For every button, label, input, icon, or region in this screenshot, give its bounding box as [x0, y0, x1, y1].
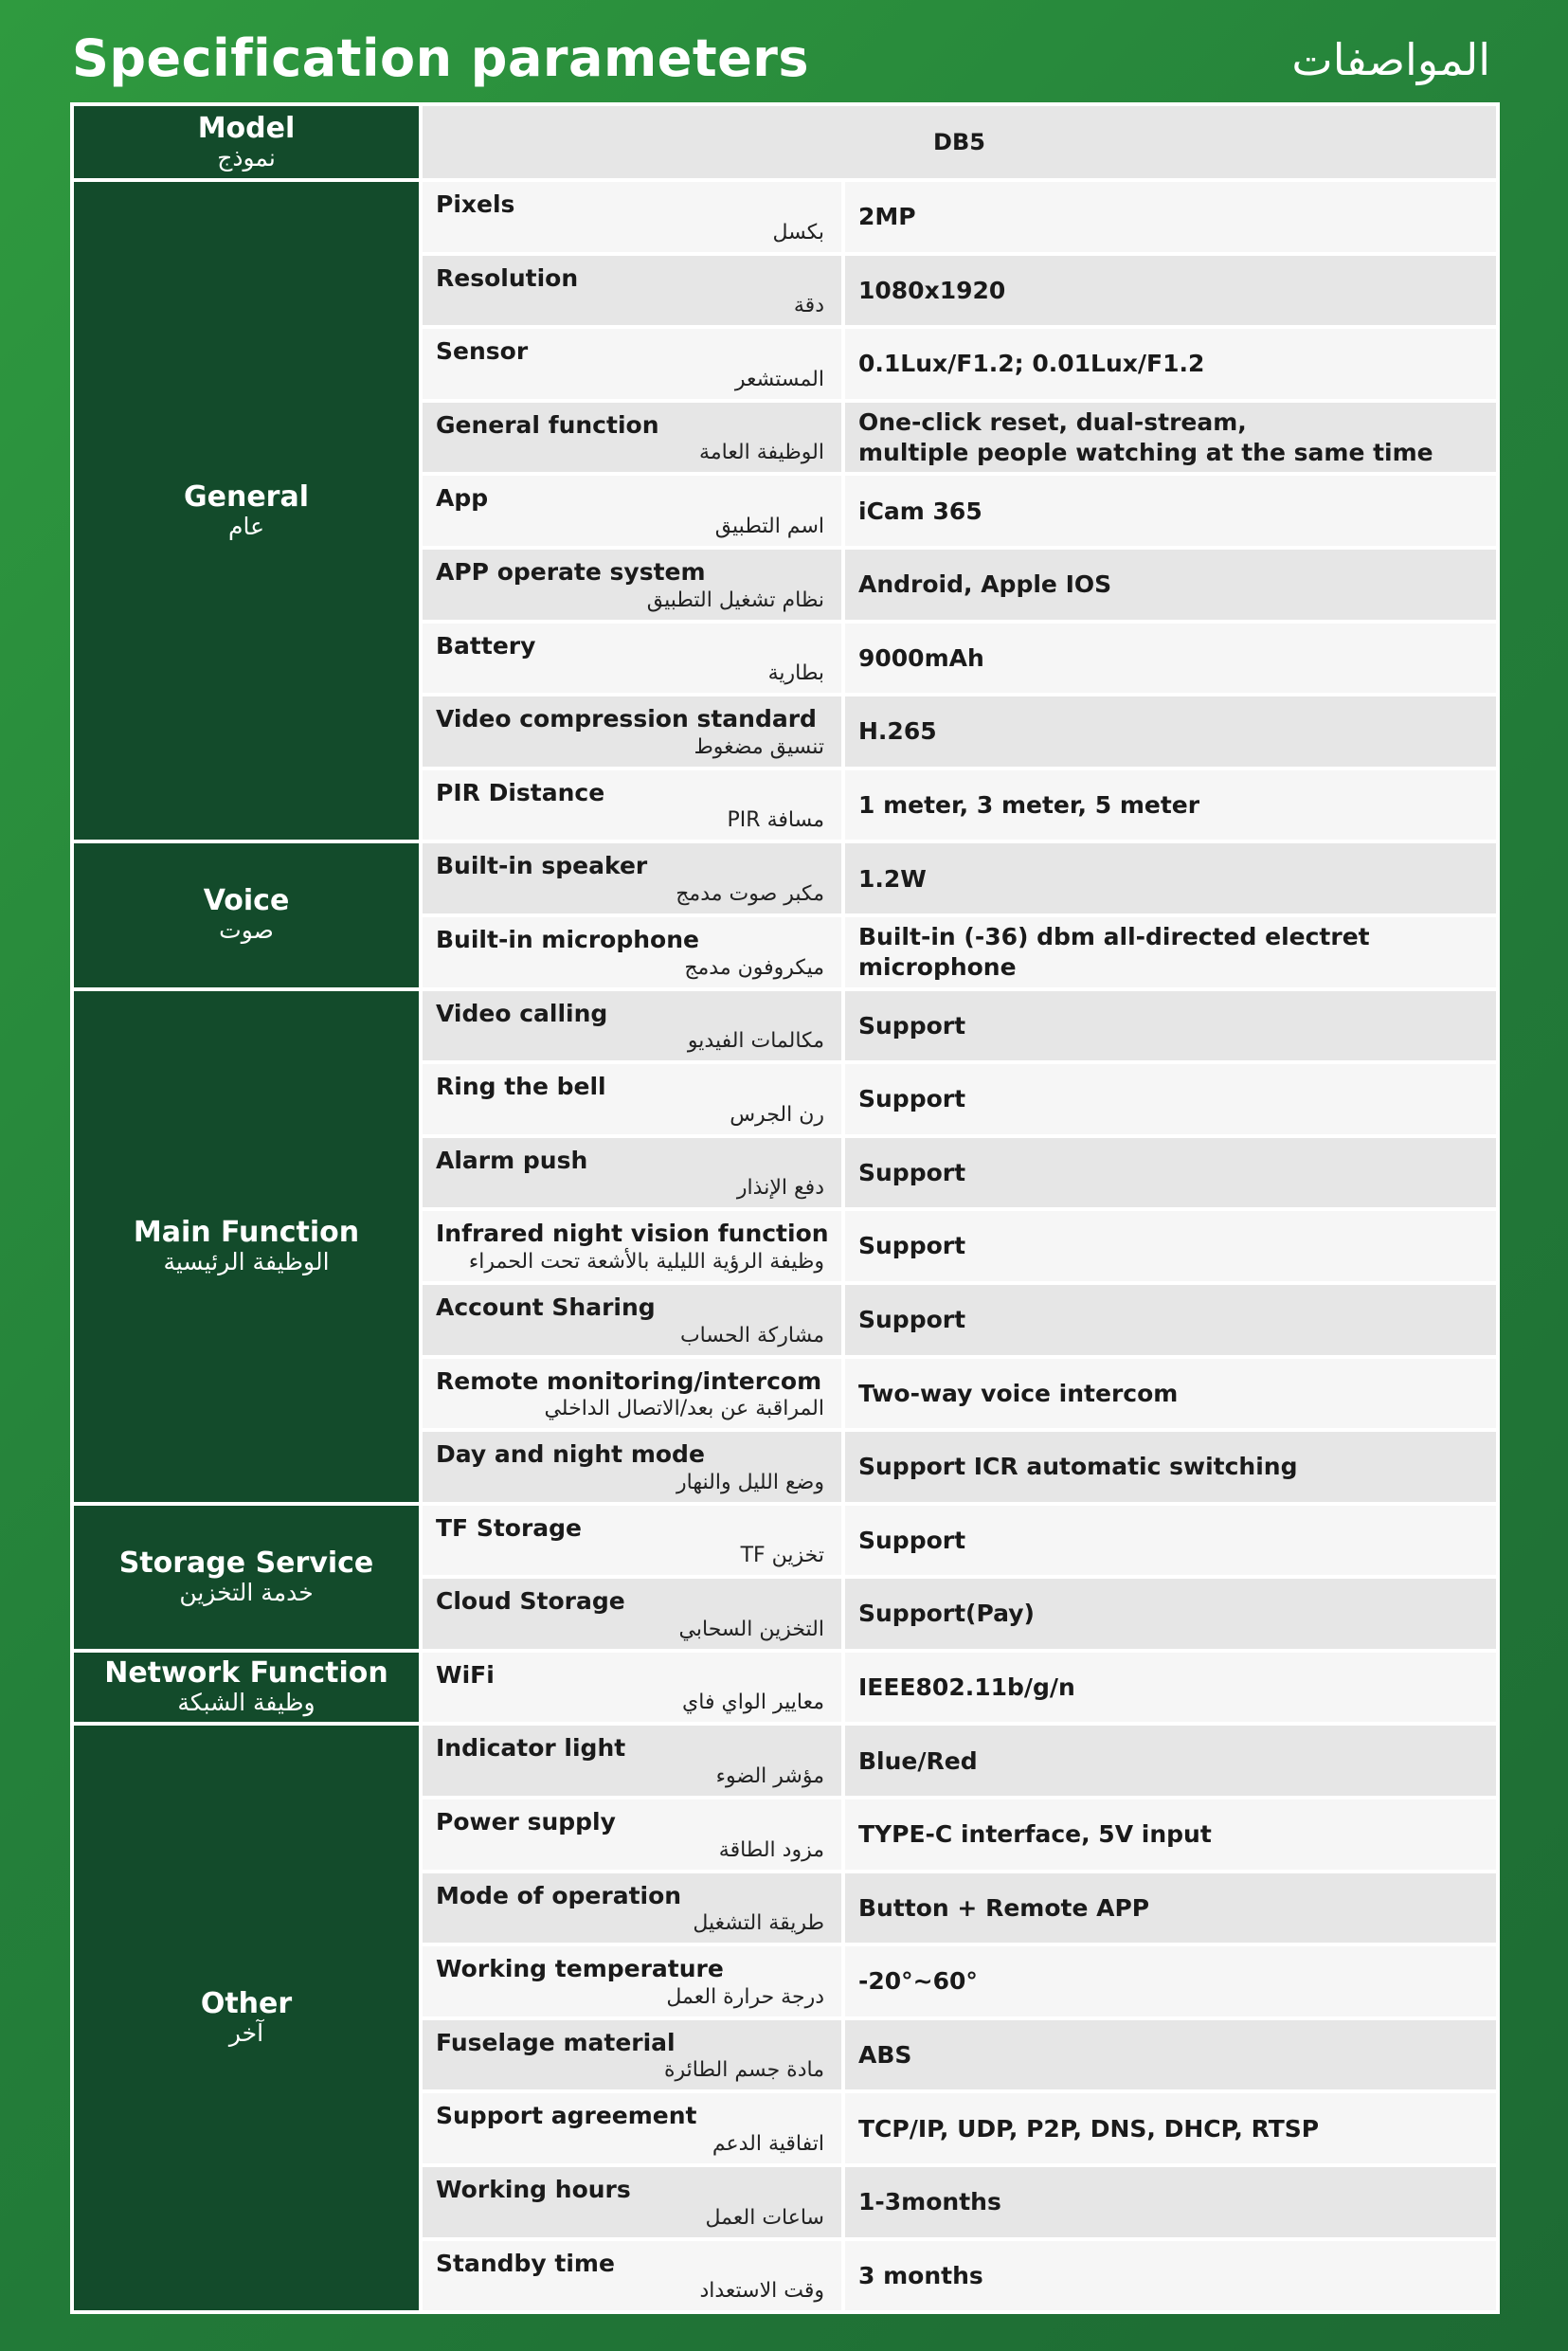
parameter-cell: [421, 1651, 843, 1725]
parameter-cell: [421, 841, 843, 915]
parameter-name: Battery: [436, 631, 536, 660]
category-name: Storage Service: [118, 1546, 374, 1580]
parameter-name: Standby time: [436, 2249, 615, 2277]
spec-row: [72, 1651, 1498, 1725]
parameter-value: H.265: [843, 695, 1498, 769]
parameter-name-arabic: دفع الإنذار: [736, 1176, 824, 1201]
model-label: Model: [197, 111, 296, 145]
category-cell: [72, 841, 421, 988]
parameter-cell: [421, 2018, 843, 2092]
parameter-value: One-click reset, dual-stream, multiple people watching at the same time: [843, 401, 1498, 475]
parameter-name: Built-in speaker: [436, 852, 648, 880]
parameter-value: TCP/IP, UDP, P2P, DNS, DHCP, RTSP: [843, 2091, 1498, 2165]
parameter-cell: [421, 1283, 843, 1357]
parameter-name-arabic: بطارية: [767, 661, 824, 686]
parameter-value: iCam 365: [843, 474, 1498, 548]
parameter-name: Working hours: [436, 2176, 631, 2204]
category-name-arabic: وظيفة الشبكة: [177, 1689, 315, 1717]
parameter-cell: [421, 180, 843, 254]
category-name: Voice: [203, 884, 290, 918]
parameter-cell: [421, 1872, 843, 1945]
model-label-cell: [72, 104, 421, 180]
page-title: Specification parameters: [72, 28, 810, 88]
parameter-cell: [421, 548, 843, 622]
parameter-value: 1 meter, 3 meter, 5 meter: [843, 769, 1498, 842]
parameter-value: Android, Apple IOS: [843, 548, 1498, 622]
page-title-arabic: المواصفات: [1291, 34, 1490, 85]
model-label-arabic: نموذج: [217, 143, 276, 172]
category-name-arabic: خدمة التخزين: [179, 1578, 314, 1606]
parameter-cell: [421, 1724, 843, 1798]
parameter-name-arabic: المراقبة عن بعد/الاتصال الداخلي: [544, 1397, 824, 1421]
parameter-cell: [421, 622, 843, 696]
parameter-name: Video compression standard: [436, 705, 817, 733]
parameter-name-arabic: تخزين TF: [740, 1544, 824, 1568]
parameter-name: Resolution: [436, 263, 579, 292]
category-name: Other: [200, 1987, 293, 2021]
parameter-name: Working temperature: [436, 1955, 724, 1983]
parameter-name-arabic: بكسل: [772, 220, 824, 244]
spec-row: [72, 989, 1498, 1063]
spec-row: [72, 1724, 1498, 1798]
spec-row: [72, 841, 1498, 915]
category-cell: [72, 180, 421, 841]
spec-row: [72, 180, 1498, 254]
parameter-name: TF Storage: [436, 1513, 583, 1542]
parameter-name: App: [436, 484, 489, 513]
parameter-name-arabic: اتفاقية الدعم: [712, 2132, 824, 2157]
parameter-value: 3 months: [843, 2239, 1498, 2313]
category-name-arabic: الوظيفة الرئيسية: [163, 1247, 330, 1275]
spec-row: [72, 1504, 1498, 1578]
parameter-name: Day and night mode: [436, 1440, 705, 1469]
parameter-name-arabic: ساعات العمل: [705, 2205, 824, 2230]
parameter-name-arabic: اسم التطبيق: [714, 514, 824, 538]
parameter-name-arabic: معايير الواي فاي: [682, 1691, 824, 1715]
parameter-name-arabic: دقة: [793, 294, 824, 318]
parameter-name: Remote monitoring/intercom: [436, 1366, 822, 1395]
parameter-value: Support: [843, 989, 1498, 1063]
parameter-cell: [421, 1504, 843, 1578]
parameter-name: Video calling: [436, 999, 608, 1027]
parameter-cell: [421, 254, 843, 328]
category-cell: [72, 1651, 421, 1725]
parameter-name: Mode of operation: [436, 1881, 682, 1909]
parameter-value: 1.2W: [843, 841, 1498, 915]
parameter-value: Support: [843, 1062, 1498, 1136]
spec-table-body: [72, 104, 1498, 2312]
parameter-value: Button + Remote APP: [843, 1872, 1498, 1945]
category-name-arabic: آخر: [228, 2019, 264, 2048]
parameter-value: 9000mAh: [843, 622, 1498, 696]
parameter-name-arabic: التخزين السحابي: [678, 1617, 824, 1641]
parameter-cell: [421, 2239, 843, 2313]
parameter-name-arabic: وقت الاستعداد: [699, 2279, 824, 2304]
parameter-name-arabic: مادة جسم الطائرة: [663, 2058, 824, 2083]
parameter-cell: [421, 1062, 843, 1136]
parameter-cell: [421, 1798, 843, 1872]
parameter-value: TYPE-C interface, 5V input: [843, 1798, 1498, 1872]
parameter-name: PIR Distance: [436, 778, 605, 806]
parameter-value: Built-in (-36) dbm all-directed electret microphone: [843, 915, 1498, 989]
parameter-name: Ring the bell: [436, 1073, 606, 1101]
parameter-name: Account Sharing: [436, 1293, 656, 1321]
parameter-cell: [421, 1136, 843, 1210]
parameter-name-arabic: مشاركة الحساب: [679, 1323, 824, 1347]
parameter-name-arabic: مسافة PIR: [727, 808, 824, 833]
parameter-name-arabic: وظيفة الرؤية الليلية بالأشعة تحت الحمراء: [468, 1249, 824, 1274]
parameter-name-arabic: تنسيق مضغوط: [694, 734, 824, 759]
parameter-value: Two-way voice intercom: [843, 1357, 1498, 1431]
parameter-cell: [421, 989, 843, 1063]
parameter-name: Support agreement: [436, 2102, 697, 2130]
parameter-value: Support: [843, 1504, 1498, 1578]
parameter-cell: [421, 1577, 843, 1651]
parameter-value: Support: [843, 1209, 1498, 1283]
parameter-value: Support ICR automatic switching: [843, 1430, 1498, 1504]
parameter-name-arabic: مؤشر الضوء: [715, 1764, 824, 1789]
parameter-value: 2MP: [843, 180, 1498, 254]
parameter-name-arabic: مكالمات الفيديو: [687, 1029, 824, 1054]
parameter-name: Indicator light: [436, 1734, 626, 1763]
parameter-name: Sensor: [436, 337, 529, 366]
parameter-cell: [421, 327, 843, 401]
parameter-value: Blue/Red: [843, 1724, 1498, 1798]
category-name-arabic: صوت: [219, 916, 274, 945]
parameter-name-arabic: وضع الليل والنهار: [676, 1470, 824, 1494]
parameter-name-arabic: نظام تشغيل التطبيق: [646, 588, 824, 612]
parameter-name-arabic: المستشعر: [734, 367, 824, 391]
parameter-name: Cloud Storage: [436, 1587, 625, 1616]
parameter-name: Power supply: [436, 1808, 616, 1836]
parameter-cell: [421, 1209, 843, 1283]
parameter-value: 1-3months: [843, 2165, 1498, 2239]
parameter-name: Fuselage material: [436, 2028, 676, 2056]
category-name: General: [184, 479, 309, 514]
parameter-value: Support(Pay): [843, 1577, 1498, 1651]
parameter-name-arabic: الوظيفة العامة: [699, 441, 824, 465]
parameter-cell: [421, 915, 843, 989]
parameter-name: General function: [436, 410, 659, 439]
parameter-cell: [421, 2165, 843, 2239]
parameter-cell: [421, 769, 843, 842]
parameter-name-arabic: طريقة التشغيل: [693, 1911, 824, 1936]
spec-table: [70, 102, 1500, 2314]
model-value: DB5: [421, 104, 1498, 180]
parameter-cell: [421, 474, 843, 548]
parameter-value: Support: [843, 1136, 1498, 1210]
parameter-name-arabic: مكبر صوت مدمج: [676, 881, 824, 906]
parameter-value: 0.1Lux/F1.2; 0.01Lux/F1.2: [843, 327, 1498, 401]
parameter-name-arabic: ميكروفون مدمج: [684, 955, 824, 980]
parameter-value: ABS: [843, 2018, 1498, 2092]
parameter-cell: [421, 401, 843, 475]
parameter-value: IEEE802.11b/g/n: [843, 1651, 1498, 1725]
parameter-name: Built-in microphone: [436, 925, 699, 953]
category-name-arabic: عام: [227, 512, 264, 540]
parameter-value: 1080x1920: [843, 254, 1498, 328]
parameter-cell: [421, 1430, 843, 1504]
parameter-name-arabic: مزود الطاقة: [718, 1837, 824, 1862]
parameter-name: Alarm push: [436, 1146, 588, 1174]
category-cell: [72, 989, 421, 1504]
parameter-name: WiFi: [436, 1660, 495, 1689]
parameter-cell: [421, 695, 843, 769]
parameter-value: -20°~60°: [843, 1944, 1498, 2018]
model-row: [72, 104, 1498, 180]
category-cell: [72, 1724, 421, 2312]
parameter-cell: [421, 2091, 843, 2165]
parameter-name: APP operate system: [436, 557, 706, 586]
category-cell: [72, 1504, 421, 1651]
parameter-name-arabic: درجة حرارة العمل: [666, 1984, 824, 2009]
parameter-name-arabic: رن الجرس: [730, 1102, 824, 1127]
parameter-cell: [421, 1944, 843, 2018]
parameter-cell: [421, 1357, 843, 1431]
category-name: Main Function: [133, 1215, 360, 1249]
parameter-value: Support: [843, 1283, 1498, 1357]
parameter-name: Pixels: [436, 190, 515, 218]
parameter-name: Infrared night vision function: [436, 1220, 829, 1248]
category-name: Network Function: [104, 1656, 388, 1691]
